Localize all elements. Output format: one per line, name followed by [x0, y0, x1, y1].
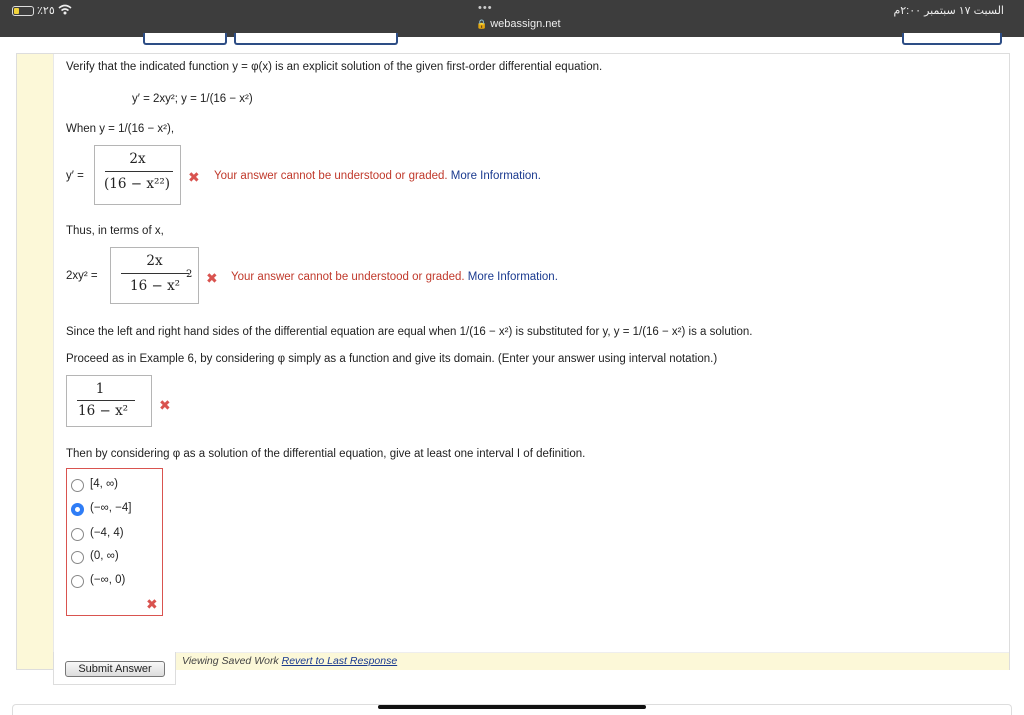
submit-answer-button[interactable]: Submit Answer [65, 661, 165, 677]
top-nav-button-1[interactable] [143, 33, 227, 45]
status-clock: السبت ١٧ سبتمبر ٢:٠٠م [893, 5, 1004, 17]
lock-icon: 🔒 [476, 19, 488, 29]
question-number-strip [17, 54, 53, 669]
error-message-1: Your answer cannot be understood or graded. More Information. [214, 170, 541, 182]
battery-icon [12, 6, 34, 16]
battery-percent: ٪٢٥ [37, 5, 55, 17]
interval-choices: [4, ∞) (−∞, −4] (−4, 4) (0, ∞) (−∞, 0) ✖ [66, 468, 163, 616]
revert-link[interactable]: Revert to Last Response [281, 655, 398, 667]
two-xy2-exponent: 2 [186, 269, 193, 280]
radio-button[interactable] [71, 551, 84, 564]
fraction-bar [77, 400, 135, 401]
two-xy2-denominator: 16 − x² [130, 278, 181, 294]
saved-work-bar [176, 652, 1009, 670]
question-intro: Verify that the indicated function y = φ(x) is an explicit solution of the given first-order differential equation. [66, 61, 603, 73]
proceed-line: Proceed as in Example 6, by considering φ simply as a function and give its domain. (Enter your answer using interval notation.) [66, 353, 718, 365]
address-bar[interactable] [476, 18, 561, 30]
radio-button[interactable] [71, 528, 84, 541]
yprime-label: y′ = [66, 170, 84, 182]
thus-line: Thus, in terms of x, [66, 225, 164, 237]
radio-button[interactable] [71, 575, 84, 588]
two-xy2-answer-box[interactable] [110, 247, 199, 304]
wrong-x-icon: ✖ [146, 596, 158, 612]
tab-dots-icon[interactable]: ••• [478, 2, 493, 14]
viewing-saved-work-text: Viewing Saved Work [182, 655, 279, 667]
radio-button-selected[interactable] [71, 503, 84, 516]
wrong-x-icon: ✖ [206, 270, 218, 286]
radio-button[interactable] [71, 479, 84, 492]
submit-area [53, 652, 176, 685]
browser-status-bar [0, 0, 1024, 37]
top-nav-button-2[interactable] [234, 33, 398, 45]
more-information-link[interactable]: More Information [467, 271, 555, 283]
then-line: Then by considering φ as a solution of the differential equation, give at least one interval I of definition. [66, 448, 586, 460]
top-nav-button-3[interactable] [902, 33, 1002, 45]
since-line: Since the left and right hand sides of the differential equation are equal when 1/(16 − x²) is substituted for y, y = 1/(16 − x²) is a solution. [66, 326, 753, 338]
two-xy2-label: 2xy² = [66, 270, 98, 282]
wifi-icon [58, 4, 72, 15]
wrong-x-icon: ✖ [159, 397, 171, 413]
more-information-link[interactable]: More Information [450, 170, 538, 182]
when-line: When y = 1/(16 − x²), [66, 123, 175, 135]
question-equation: y′ = 2xy²; y = 1/(16 − x²) [132, 93, 253, 105]
yprime-answer-box[interactable] [94, 145, 181, 205]
domain-answer-box[interactable] [66, 375, 152, 427]
fraction-bar [121, 273, 189, 274]
domain-denominator: 16 − x² [78, 403, 129, 419]
fraction-bar [105, 171, 173, 172]
home-indicator[interactable] [378, 705, 646, 709]
two-xy2-numerator: 2x [146, 253, 163, 269]
wrong-x-icon: ✖ [188, 169, 200, 185]
domain-numerator: 1 [95, 381, 105, 397]
url-text: webassign.net [490, 18, 561, 30]
yprime-denominator: (16 − x²²) [104, 176, 171, 192]
error-message-2: Your answer cannot be understood or graded. More Information. [231, 271, 558, 283]
yprime-numerator: 2x [129, 151, 146, 167]
